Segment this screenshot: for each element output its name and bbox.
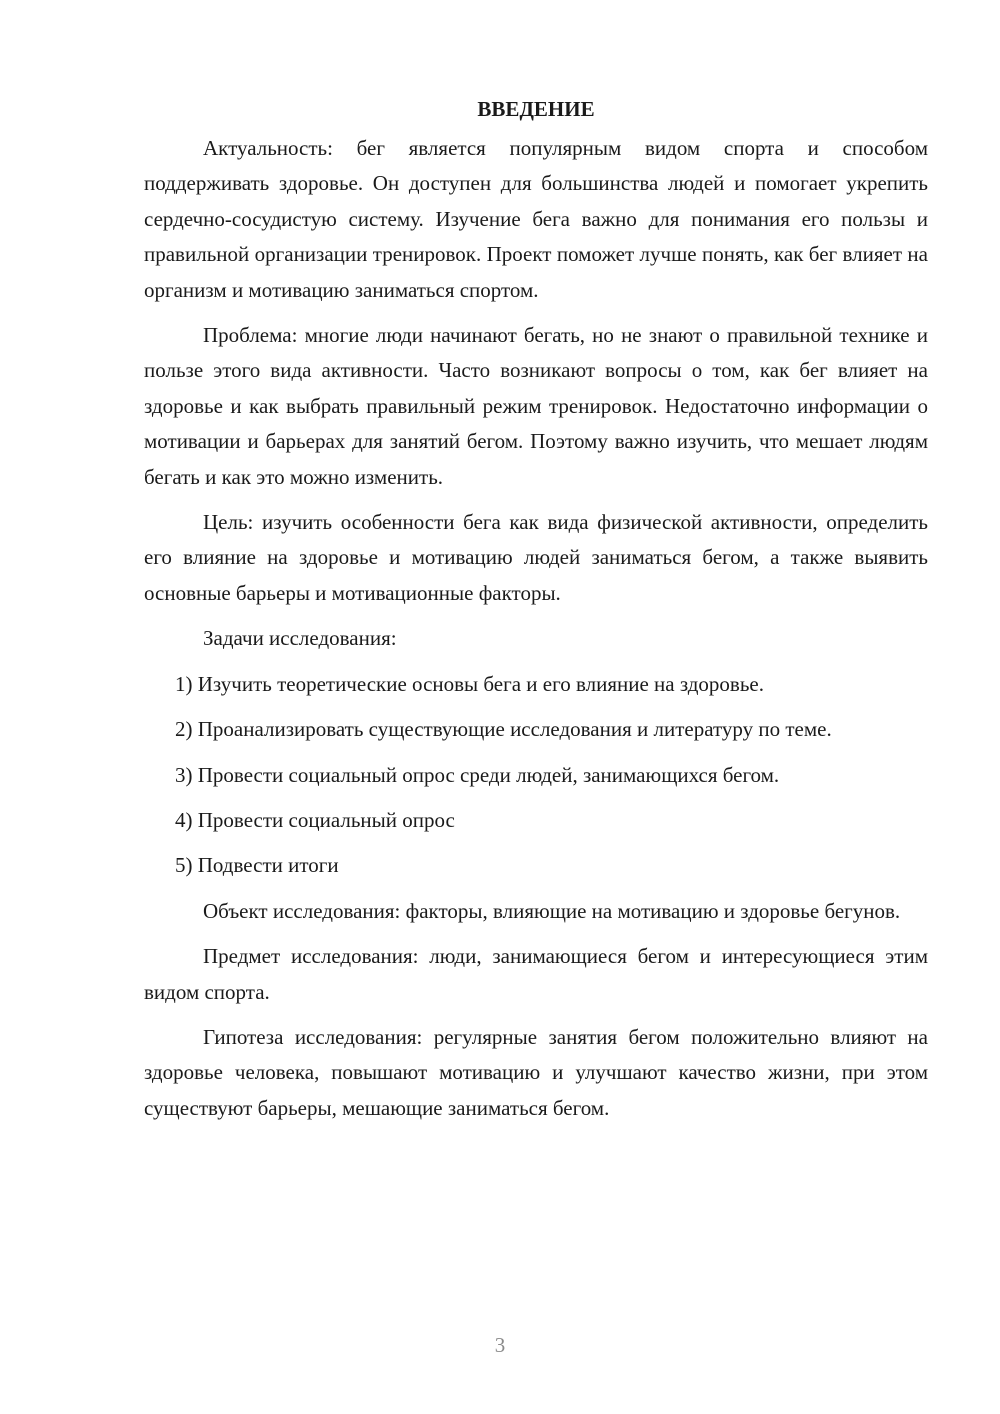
problem-paragraph: Проблема: многие люди начинают бегать, но не знают о правильной технике и пользе этого вида активности. Часто возникают вопросы о том, как бег влияет на здоровье и как выбрать правильный режим тренировок. Недостаточно информации о мотивации и барьерах для занятий бегом. Поэтому важно изучить, что мешает людям бегать и как это можно изменить. xyxy=(144,323,928,489)
tasks-heading: Задачи исследования: xyxy=(203,626,397,651)
object-paragraph: Объект исследования: факторы, влияющие на мотивацию и здоровье бегунов. xyxy=(203,898,901,923)
page-number: 3 xyxy=(494,1333,506,1357)
subject-paragraph: Предмет исследования: люди, занимающиеся бегом и интересующиеся этим видом спорта. xyxy=(144,944,928,1004)
task-item-2: 2) Проанализировать существующие исследования и литературу по теме. xyxy=(175,717,832,742)
task-item-1: 1) Изучить теоретические основы бега и его влияние на здоровье. xyxy=(175,671,764,696)
hypothesis-paragraph: Гипотеза исследования: регулярные занятия бегом положительно влияют на здоровье человека, повышают мотивацию и улучшают качество жизни, при этом существуют барьеры, мешающие заниматься бегом. xyxy=(144,1024,928,1120)
document-page xyxy=(144,92,928,1136)
relevance-paragraph: Актуальность: бег является популярным видом спорта и способом поддерживать здоровье. Он доступен для большинства людей и помогает укрепить сердечно-сосудистую систему. Изучение бега важно для понимания его пользы и правильной организации тренировок. Проект поможет лучше понять, как бег влияет на организм и мотивацию заниматься спортом. xyxy=(144,136,928,302)
goal-paragraph: Цель: изучить особенности бега как вида физической активности, определить его влияние на здоровье и мотивацию людей заниматься бегом, а также выявить основные барьеры и мотивационные факторы. xyxy=(144,510,928,605)
section-title: ВВЕДЕНИЕ xyxy=(477,97,595,121)
task-item-4: 4) Провести социальный опрос xyxy=(175,807,455,832)
task-item-5: 5) Подвести итоги xyxy=(175,853,339,878)
task-item-3: 3) Провести социальный опрос среди людей, занимающихся бегом. xyxy=(175,762,780,787)
